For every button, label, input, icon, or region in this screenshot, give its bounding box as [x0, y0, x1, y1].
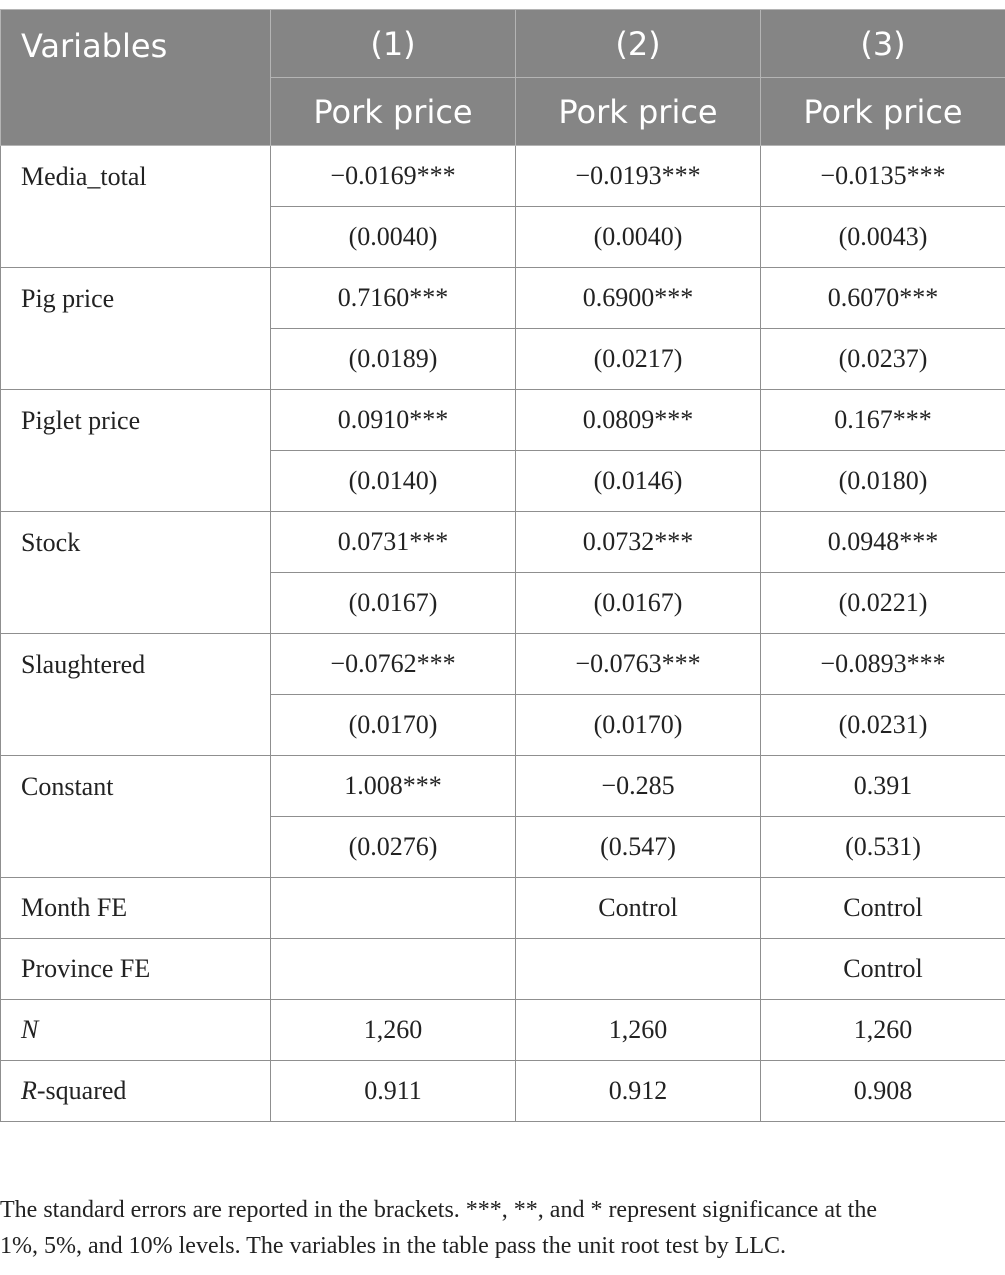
se-cell: (0.0170)	[271, 695, 516, 756]
coef-row-stock	[1, 512, 1005, 573]
fe-row-month	[1, 878, 1005, 939]
se-cell: (0.0167)	[271, 573, 516, 634]
fe-cell	[271, 878, 516, 939]
se-cell: (0.0040)	[271, 207, 516, 268]
variable-name: N	[1, 1000, 271, 1061]
variable-name: Piglet price	[1, 390, 271, 512]
coef-cell: 1.008***	[271, 756, 516, 817]
se-cell: (0.0231)	[761, 695, 1005, 756]
footnote-line: The standard errors are reported in the brackets. ***, **, and * represent significance at the	[0, 1197, 877, 1223]
coef-cell: −0.0762***	[271, 634, 516, 695]
coef-cell: 0.167***	[761, 390, 1005, 451]
column-number-3: (3)	[761, 10, 1005, 78]
se-cell: (0.0146)	[516, 451, 761, 512]
fe-cell	[516, 939, 761, 1000]
se-cell: (0.0221)	[761, 573, 1005, 634]
se-cell: (0.0170)	[516, 695, 761, 756]
variable-name: Stock	[1, 512, 271, 634]
se-cell: (0.547)	[516, 817, 761, 878]
coef-cell: 0.0731***	[271, 512, 516, 573]
table-footnote	[0, 1192, 1005, 1264]
coef-cell: 0.7160***	[271, 268, 516, 329]
coef-cell: −0.285	[516, 756, 761, 817]
stat-cell: 0.912	[516, 1061, 761, 1122]
column-number-2: (2)	[516, 10, 761, 78]
regression-table	[0, 9, 1005, 1122]
coef-row-pig-price	[1, 268, 1005, 329]
se-cell: (0.0237)	[761, 329, 1005, 390]
coef-cell: 0.0732***	[516, 512, 761, 573]
stat-cell: 1,260	[271, 1000, 516, 1061]
variables-header-label: Variables	[21, 26, 168, 65]
coef-cell: 0.391	[761, 756, 1005, 817]
r-squared-suffix: -squared	[36, 1076, 127, 1105]
stat-cell: 1,260	[761, 1000, 1005, 1061]
fe-cell	[271, 939, 516, 1000]
coef-row-media-total	[1, 146, 1005, 207]
coef-cell: 0.6070***	[761, 268, 1005, 329]
variable-name: Constant	[1, 756, 271, 878]
coef-cell: 0.0809***	[516, 390, 761, 451]
variable-name: Province FE	[1, 939, 271, 1000]
stat-cell: 0.911	[271, 1061, 516, 1122]
variable-name: Month FE	[1, 878, 271, 939]
se-cell: (0.0189)	[271, 329, 516, 390]
column-label-3: Pork price	[761, 78, 1005, 146]
variable-name: Pig price	[1, 268, 271, 390]
fe-cell: Control	[761, 939, 1005, 1000]
coef-cell: −0.0169***	[271, 146, 516, 207]
coef-cell: −0.0893***	[761, 634, 1005, 695]
coef-row-constant	[1, 756, 1005, 817]
se-cell: (0.0167)	[516, 573, 761, 634]
coef-cell: 0.0910***	[271, 390, 516, 451]
fe-cell: Control	[516, 878, 761, 939]
stat-cell: 1,260	[516, 1000, 761, 1061]
variable-name: Media_total	[1, 146, 271, 268]
header-row-numbers	[1, 10, 1005, 78]
footnote-line: 1%, 5%, and 10% levels. The variables in the table pass the unit root test by LLC.	[0, 1233, 787, 1259]
column-number-1: (1)	[271, 10, 516, 78]
variables-header	[1, 10, 271, 146]
fe-cell: Control	[761, 878, 1005, 939]
stat-row-r-squared	[1, 1061, 1005, 1122]
stat-row-n	[1, 1000, 1005, 1061]
coef-cell: 0.0948***	[761, 512, 1005, 573]
se-cell: (0.0180)	[761, 451, 1005, 512]
stat-cell: 0.908	[761, 1061, 1005, 1122]
se-cell: (0.531)	[761, 817, 1005, 878]
coef-row-slaughtered	[1, 634, 1005, 695]
column-label-1: Pork price	[271, 78, 516, 146]
coef-cell: −0.0763***	[516, 634, 761, 695]
coef-cell: −0.0135***	[761, 146, 1005, 207]
se-cell: (0.0140)	[271, 451, 516, 512]
column-label-2: Pork price	[516, 78, 761, 146]
coef-cell: −0.0193***	[516, 146, 761, 207]
fe-row-province	[1, 939, 1005, 1000]
se-cell: (0.0040)	[516, 207, 761, 268]
variable-name	[1, 1061, 271, 1122]
se-cell: (0.0217)	[516, 329, 761, 390]
variable-name: Slaughtered	[1, 634, 271, 756]
r-squared-italic-r: R	[21, 1076, 37, 1105]
se-cell: (0.0276)	[271, 817, 516, 878]
coef-cell: 0.6900***	[516, 268, 761, 329]
coef-row-piglet-price	[1, 390, 1005, 451]
se-cell: (0.0043)	[761, 207, 1005, 268]
